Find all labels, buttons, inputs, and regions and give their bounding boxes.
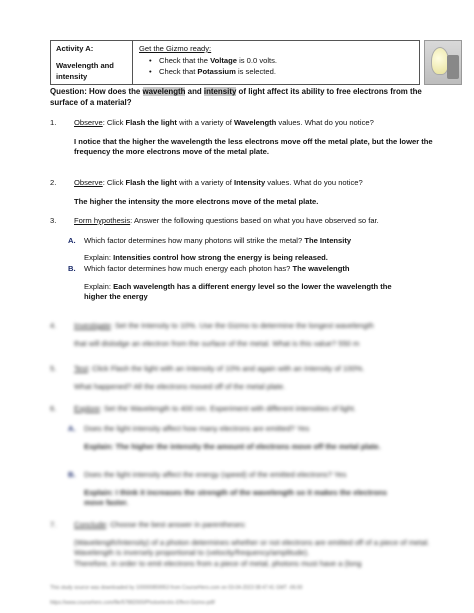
footer-source-line: This study source was downloaded by 100000859953 from CourseHero.com on 03-04-2023 08:47:41 GMT -06:00 (50, 585, 303, 591)
sub-question: Which factor determines how many photons will strike the metal? (84, 236, 305, 245)
footer-url: https://www.coursehero.com/file/57882000/Photoelectric-Effect-Gizmo-pdf/ (50, 600, 215, 606)
setup-text: is 0.0 volts. (236, 56, 278, 65)
item-bold: Intensity (233, 178, 266, 187)
item-text: Therefore, in order to emit electrons from a piece of metal, photons must have a (long (74, 558, 362, 568)
metal-plate-icon (447, 55, 459, 79)
item-4 (50, 321, 434, 349)
item-text: values. What do you notice? (276, 118, 374, 127)
item-number: 2. (50, 178, 57, 187)
item-text: : Click (102, 118, 126, 127)
answer-text: Explain: I think it increases the strength of the wavelength so it makes the electrons move faster. (84, 487, 387, 507)
setup-bold: Potassium (197, 67, 236, 76)
gizmo-thumbnail-image (424, 40, 462, 85)
item-3a (68, 236, 404, 263)
item-text: : Click Flash the light with an Intensity of 10% and again with an Intensity of 100%. (87, 364, 365, 373)
question-text: and (185, 87, 204, 96)
get-ready-label: Get the Gizmo ready: (139, 44, 212, 53)
item-number: 7. (50, 520, 57, 529)
question-text: of light affect its ability to free electrons from the surface of a material? (50, 87, 422, 107)
setup-text: is selected. (235, 67, 276, 76)
item-6 (50, 404, 434, 415)
item-label: Conclude (74, 520, 107, 529)
sub-letter: B. (68, 264, 76, 273)
sub-letter: A. (68, 236, 76, 245)
question-text: Question: How does the (50, 87, 143, 96)
item-number: 3. (50, 216, 57, 225)
item-text: What happened? All the electrons moved off of the metal plate. (74, 381, 286, 391)
answer-text: Explain: The higher the intensity the amount of electrons move off the metal plate. (84, 441, 381, 451)
item-bold: Wavelength (233, 118, 277, 127)
item-label: Observe (74, 178, 103, 187)
activity-setup-cell (133, 41, 419, 84)
item-label: Observe (74, 118, 103, 127)
item-text: : Click (102, 178, 126, 187)
activity-title-cell (51, 41, 133, 84)
question (50, 87, 430, 108)
answer-text: I notice that the higher the wavelength the less electrons move off the metal plate, but the lower the frequency the more electrons move of the metal plate. (74, 136, 433, 156)
item-text: that will dislodge an electron from the surface of the metal. What is this value? 550 m (74, 338, 360, 348)
item-number: 1. (50, 118, 57, 127)
answer-text: Intensities control how strong the energy is being released. (113, 252, 328, 262)
item-text: : Answer the following questions based on what you have observed so far. (130, 216, 379, 225)
item-2 (50, 178, 434, 207)
item-6b (68, 470, 404, 509)
activity-table (50, 40, 420, 85)
answer-text: The wavelength (292, 264, 350, 273)
item-text: : Set the Wavelength to 400 nm. Experiment with different intensities of light. (99, 404, 356, 413)
setup-text: Check that the (159, 56, 211, 65)
setup-bold: Voltage (210, 56, 237, 65)
item-text: : Choose the best answer in parentheses: (106, 520, 247, 529)
item-number: 5. (50, 364, 57, 373)
question-highlight: wavelength (142, 87, 186, 96)
answer-text: The Intensity (304, 236, 352, 245)
answer-text: The higher the intensity the more electrons move of the metal plate. (74, 196, 319, 206)
item-label: Form hypothesis (74, 216, 131, 225)
answer-text: Each wavelength has a different energy level so the lower the wavelength the higher the energy (84, 281, 392, 301)
setup-item (159, 66, 413, 77)
sub-question: Which factor determines how much energy each photon has? (84, 264, 293, 273)
item-label: Explore (74, 404, 100, 413)
item-label: Investigate (74, 321, 111, 330)
item-bold: Flash the light (125, 178, 177, 187)
explain-label: Explain: (84, 252, 114, 262)
item-number: 4. (50, 321, 57, 330)
item-1 (50, 118, 434, 158)
item-text: with a variety of (176, 118, 234, 127)
sub-question: Does the light intensity affect how many electrons are emitted? Yes (84, 424, 310, 433)
setup-list (139, 55, 413, 77)
item-text: : Set the Intensity to 10%. Use the Gizmo to determine the longest wavelength (110, 321, 374, 330)
activity-title: Activity A: (56, 44, 94, 53)
item-5 (50, 364, 434, 392)
item-label: Test (74, 364, 88, 373)
explain-label: Explain: (84, 281, 114, 291)
item-bold: Flash the light (125, 118, 177, 127)
setup-text: Check that (159, 67, 198, 76)
question-highlight: intensity (203, 87, 237, 96)
sub-letter: B. (68, 470, 76, 479)
item-number: 6. (50, 404, 57, 413)
setup-item (159, 55, 413, 66)
item-3 (50, 216, 434, 227)
item-text: (Wavelength/Intensity) of a photon determines whether or not electrons are emitted off of a piece of metal. Wavelength is inversely proportional to (velocity/frequency/amplitude). (74, 537, 430, 557)
item-6a (68, 424, 404, 452)
item-3b (68, 264, 404, 303)
sub-letter: A. (68, 424, 76, 433)
sub-question: Does the light intensity affect the energy (speed) of the emitted electrons? Yes (84, 470, 347, 479)
item-text: with a variety of (176, 178, 234, 187)
item-7 (50, 520, 434, 569)
activity-subtitle: Wavelength and intensity (56, 61, 114, 81)
item-text: values. What do you notice? (265, 178, 363, 187)
